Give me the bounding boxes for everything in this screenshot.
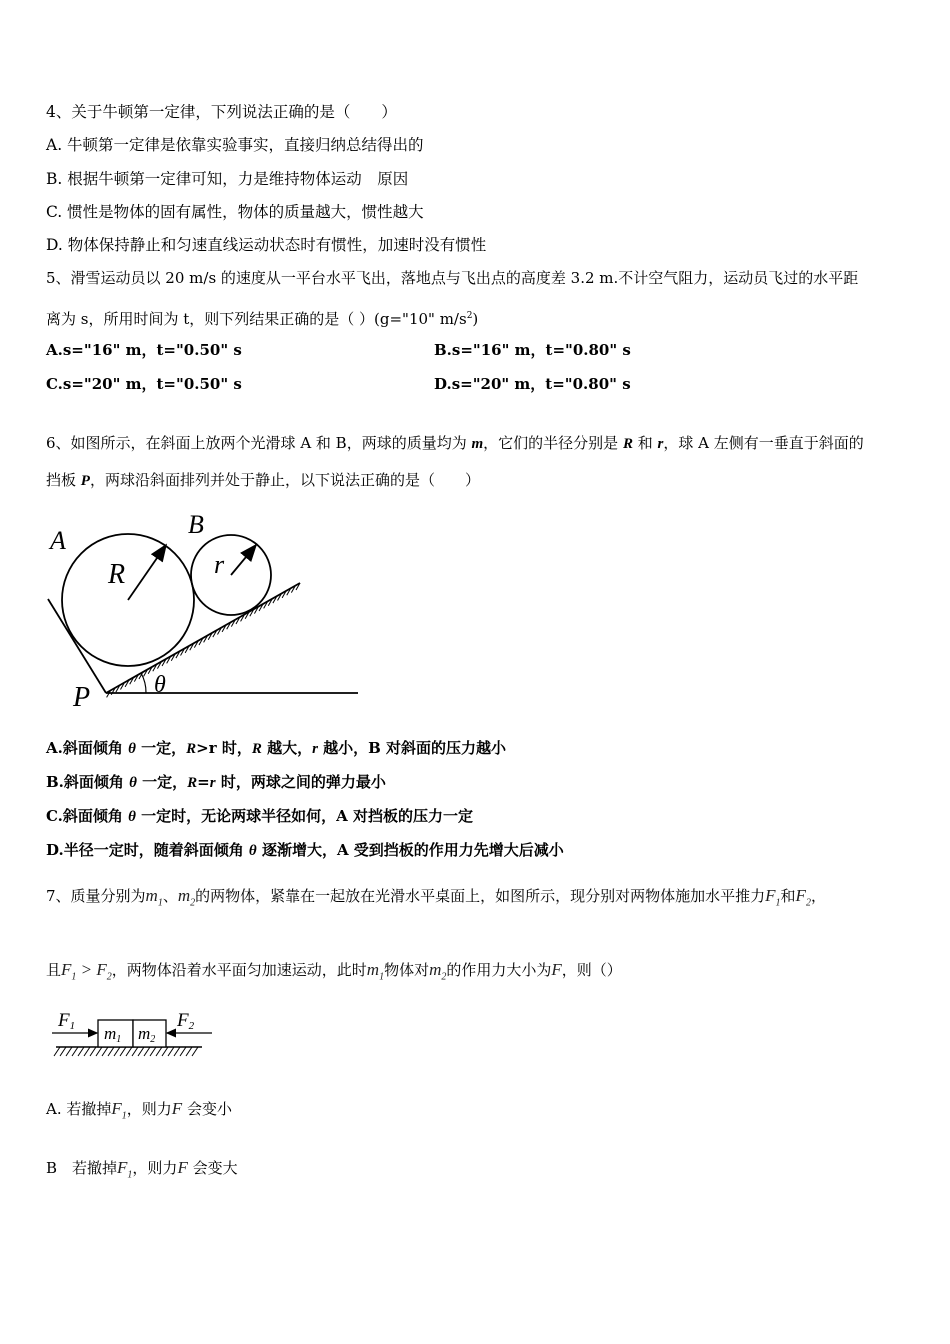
q7-optA-F: F [171, 1099, 183, 1118]
q7-fig-F1-letter: F [58, 1010, 70, 1031]
q6-stem-text-4: 挡板 [46, 471, 81, 489]
q6-incline-figure [40, 505, 370, 720]
table-hatch-mark [108, 1047, 114, 1056]
table-hatch-mark [102, 1047, 108, 1056]
q7-m1-letter: m [145, 886, 158, 905]
q5-option-b: B.s="16" m，t="0.80" s [434, 341, 631, 359]
q7-optB-2: ，则力 [132, 1159, 178, 1177]
q7-optA-2: ，则力 [126, 1100, 172, 1118]
q7-stem-line1 [46, 883, 826, 916]
table-hatch-mark [180, 1047, 186, 1056]
q6-radius-r-arrow [231, 545, 256, 575]
table-hatch-mark [96, 1047, 102, 1056]
q6-optA-3: >r 时， [196, 739, 252, 757]
q7-optB-F: F [177, 1158, 188, 1177]
q6-label-R: R [108, 559, 126, 590]
q6-stem-R: R [622, 436, 633, 452]
q6-stem-r: r [657, 436, 664, 452]
q6-stem-text-5: ，两球沿斜面排列并处于静止，以下说法正确的是（ ） [89, 471, 480, 489]
q6-label-A: A [50, 526, 66, 555]
q6-optB-theta: θ [129, 775, 137, 791]
q7-comma: ， [810, 887, 826, 905]
q7-optB-F1 [117, 1158, 133, 1181]
q7-F: F [551, 960, 562, 979]
q6-optA-2: 一定， [135, 739, 187, 757]
q7-blocks-figure [46, 1006, 216, 1064]
q7-stem-line2 [46, 957, 622, 990]
q4-option-a: A. 牛顿第一定律是依靠实验事实，直接归纳总结得出的 [46, 136, 424, 154]
q6-stem-text-2: ，它们的半径分别是 [483, 434, 623, 452]
q6-optB-1: B.斜面倾角 [46, 773, 130, 791]
table-hatch-mark [72, 1047, 78, 1056]
q6-optD-1: D.半径一定时，随着斜面倾角 [46, 841, 249, 859]
table-hatch-mark [150, 1047, 156, 1056]
q6-optA-1: A.斜面倾角 [46, 739, 129, 757]
q7-l2-m1 [366, 960, 385, 983]
q6-optA-R: R [186, 741, 197, 757]
q6-optC-theta: θ [128, 809, 136, 825]
q6-stem-text-3: ，球 A 左侧有一垂直于斜面的 [663, 434, 864, 452]
q4-option-d: D. 物体保持静止和匀速直线运动状态时有惯性，加速时没有惯性 [46, 236, 487, 254]
q6-label-r: r [214, 550, 225, 579]
q6-optB-2: 一定， [136, 773, 188, 791]
q7-fig-F2-letter: F [177, 1010, 189, 1031]
q6-stem-line2 [46, 470, 480, 491]
table-hatch-mark [168, 1047, 174, 1056]
q7-l2-m2 [429, 960, 447, 983]
q7-optB-3: 会变大 [187, 1159, 238, 1177]
q7-fig-m2-sub: 2 [150, 1034, 156, 1045]
q7-fig-F2-sub: 2 [188, 1020, 195, 1032]
table-hatch-mark [186, 1047, 192, 1056]
table-hatch-mark [90, 1047, 96, 1056]
q7-l2-m1-letter: m [366, 960, 380, 979]
table-hatch-mark [126, 1047, 132, 1056]
q7-F2-letter: F [795, 886, 806, 905]
q7-cond-F1 [61, 960, 77, 983]
q7-l2-m1-sub: 1 [379, 971, 385, 983]
q7-text-2: 的两物体，紧靠在一起放在光滑水平桌面上，如图所示，现分别对两物体施加水平推力 [195, 887, 766, 905]
q6-stem-text-1: 6、如图所示，在斜面上放两个光滑球 A 和 B，两球的质量均为 [46, 434, 472, 452]
q6-optA-r: r [312, 741, 318, 757]
table-hatch-mark [162, 1047, 168, 1056]
q7-fig-m1-sub: 1 [116, 1034, 122, 1045]
q7-F1-letter: F [765, 886, 776, 905]
q6-label-B: B [188, 510, 204, 539]
q6-option-b [46, 772, 386, 793]
q7-F1 [765, 886, 781, 909]
q6-optB-3: = [197, 773, 210, 791]
q6-optD-theta: θ [248, 843, 257, 859]
q7-cond-F2-sub: 2 [106, 971, 112, 983]
q7-text-3: 且 [46, 961, 62, 979]
q6-stem-P: P [80, 473, 90, 489]
q7-l2-m2-letter: m [429, 960, 442, 979]
table-hatch-mark [144, 1047, 150, 1056]
q6-baffle-line [48, 599, 106, 693]
q5-stem-sup: 2 [466, 311, 473, 321]
q6-optC-1: C.斜面倾角 [46, 807, 129, 825]
q6-optB-R: R [187, 775, 198, 791]
q6-label-theta: θ [154, 672, 166, 698]
q7-text-1: 7、质量分别为 [46, 887, 146, 905]
table-hatch-mark [54, 1047, 60, 1056]
q7-sep: 、 [162, 887, 178, 905]
q7-optA-F1-letter: F [111, 1099, 122, 1118]
q6-optC-2: 一定时，无论两球半径如何，A 对挡板的压力一定 [135, 807, 474, 825]
table-hatch-mark [120, 1047, 126, 1056]
q7-F1-sub: 1 [775, 897, 781, 909]
q6-option-c [46, 806, 473, 827]
q6-optB-4: 时，两球之间的弹力最小 [215, 773, 386, 791]
q7-F2 [795, 886, 811, 909]
q7-text-4: ，两物体沿着水平面匀加速运动，此时 [111, 961, 367, 979]
q6-optD-2: 逐渐增大，A 受到挡板的作用力先增大后减小 [256, 841, 564, 859]
table-hatch-mark [84, 1047, 90, 1056]
q7-text-6: 的作用力大小为 [446, 961, 552, 979]
q7-optB-F1-sub: 1 [127, 1169, 133, 1181]
q5-option-d: D.s="20" m，t="0.80" s [434, 375, 631, 393]
table-hatch-mark [114, 1047, 120, 1056]
q6-optB-r: r [209, 775, 216, 791]
q6-stem-line1 [46, 433, 864, 454]
q6-radius-R-arrow [128, 545, 166, 600]
q7-m2-letter: m [177, 886, 191, 905]
q5-option-a: A.s="16" m，t="0.50" s [46, 341, 242, 359]
q7-fig-F2 [176, 1010, 195, 1032]
q5-stem-line2 [46, 306, 478, 329]
table-hatch-mark [138, 1047, 144, 1056]
q6-incline-hatching [107, 583, 300, 697]
q7-optB-F1-letter: F [117, 1158, 128, 1177]
q7-l2-m2-sub: 2 [441, 971, 447, 983]
q5-stem-end: ) [472, 310, 479, 328]
q6-option-d [46, 840, 564, 861]
table-hatch-mark [66, 1047, 72, 1056]
q4-option-c: C. 惯性是物体的固有属性，物体的质量越大，惯性越大 [46, 203, 424, 221]
q7-optA-1: A. 若撤掉 [46, 1100, 112, 1118]
q7-cond-F1-sub: 1 [71, 971, 77, 983]
q7-F2-sub: 2 [805, 897, 811, 909]
q6-optA-theta: θ [128, 741, 136, 757]
q7-cond-F1-letter: F [61, 960, 72, 979]
q5-stem-line2-text: 离为 s，所用时间为 t，则下列结果正确的是（ ）(g="10" m/s [46, 310, 467, 328]
table-hatch-mark [174, 1047, 180, 1056]
q7-table-hatching [54, 1047, 198, 1056]
q6-stem-m: m [471, 436, 484, 452]
q5-stem-line1: 5、滑雪运动员以 20 m/s 的速度从一平台水平飞出，落地点与飞出点的高度差 3.2 m.不计空气阻力，运动员飞过的水平距 [46, 269, 859, 287]
table-hatch-mark [60, 1047, 66, 1056]
q6-option-a [46, 738, 506, 759]
q7-fig-F1 [57, 1010, 75, 1032]
q7-option-b [46, 1154, 238, 1189]
q7-cond-F2-letter: F [96, 960, 107, 979]
q7-and: 和 [780, 887, 796, 905]
q4-option-b: B. 根据牛顿第一定律可知，力是维持物体运动 原因 [46, 170, 409, 188]
q7-cond-F2 [96, 960, 112, 983]
q7-optB-1: B 若撤掉 [46, 1159, 118, 1177]
q7-text-7: ，则（） [561, 961, 622, 979]
table-hatch-mark [78, 1047, 84, 1056]
table-hatch-mark [192, 1047, 198, 1056]
q7-fig-m2-letter: m [138, 1024, 151, 1043]
q7-m1 [145, 886, 163, 909]
q7-fig-m1-letter: m [104, 1024, 117, 1043]
q7-m2-sub: 2 [190, 897, 196, 909]
q7-optA-F1-sub: 1 [121, 1110, 127, 1122]
q7-fig-F1-sub: 1 [69, 1020, 76, 1032]
table-hatch-mark [132, 1047, 138, 1056]
q6-stem-and: 和 [632, 434, 658, 452]
q6-optA-R2: R [251, 741, 262, 757]
q6-label-P: P [73, 682, 91, 713]
table-hatch-mark [156, 1047, 162, 1056]
q4-stem: 4、关于牛顿第一定律，下列说法正确的是（ ） [46, 103, 397, 121]
q7-m2 [177, 886, 196, 909]
q7-optA-F1 [111, 1099, 127, 1122]
q7-option-a [46, 1095, 232, 1130]
q6-optA-4: 越大， [261, 739, 313, 757]
q7-gt: > [76, 960, 97, 979]
q7-text-5: 物体对 [384, 961, 430, 979]
q7-m1-sub: 1 [157, 897, 163, 909]
q7-optA-3: 会变小 [182, 1100, 232, 1118]
q6-optA-5: 越小，B 对斜面的压力越小 [317, 739, 507, 757]
q5-option-c: C.s="20" m，t="0.50" s [46, 375, 242, 393]
